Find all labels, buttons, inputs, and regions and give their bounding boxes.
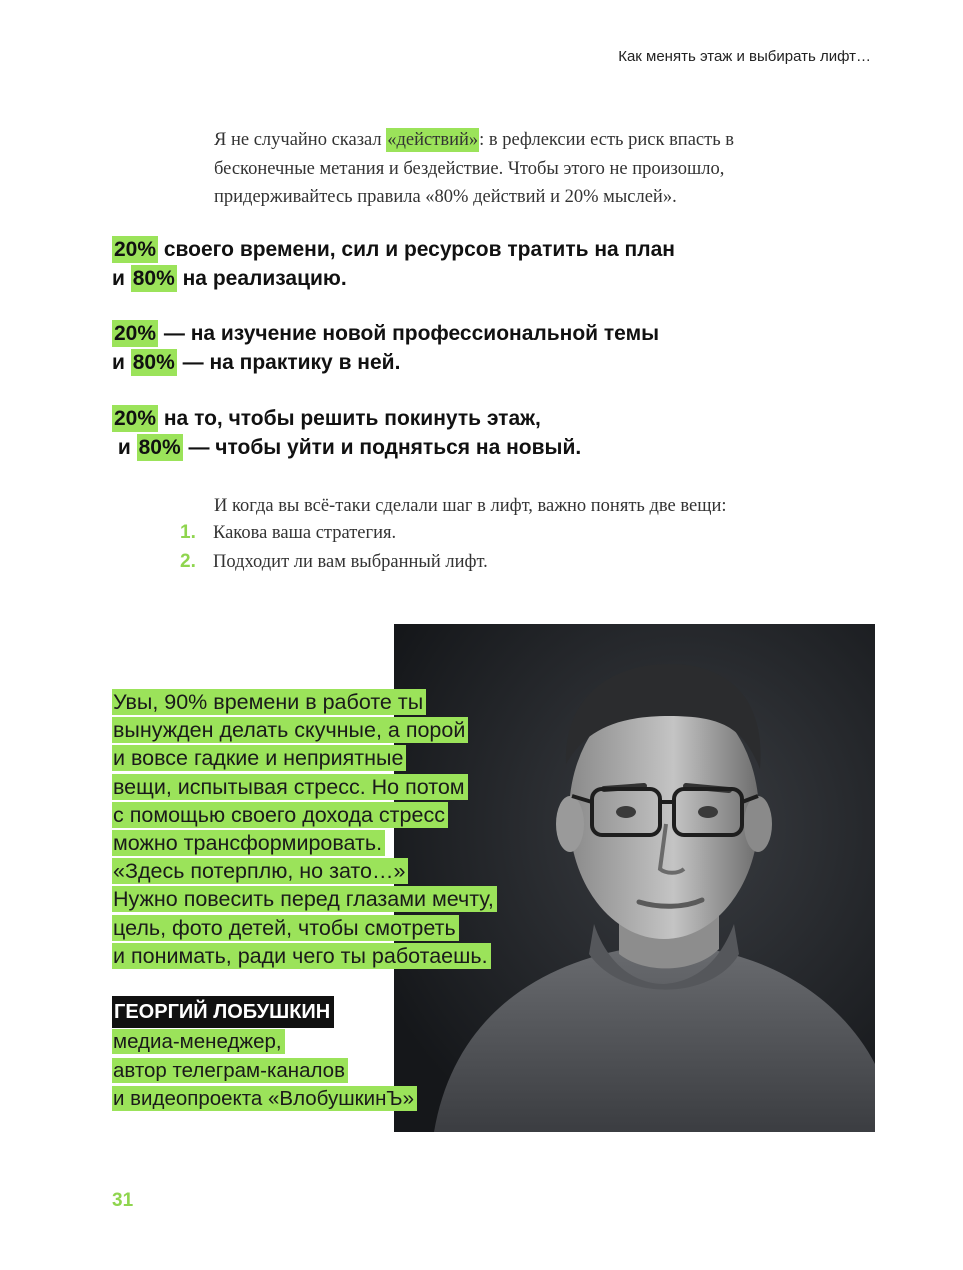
rule-conj: и — [112, 350, 131, 374]
quote-line — [112, 688, 582, 716]
quote-line — [112, 744, 582, 772]
rule-text: — чтобы уйти и подняться на новый. — [182, 435, 582, 459]
author-role-text: медиа-менеджер, — [112, 1029, 285, 1054]
rule-3 — [112, 405, 752, 462]
intro-text-after: : в рефлексии есть риск впасть в бесконечные метания и бездействие. Чтобы этого не произошло, придерживайтесь правила «80% действий и 20% мыслей». — [214, 130, 735, 207]
author-role — [112, 1028, 417, 1114]
quote-line — [112, 942, 582, 970]
running-head: Как менять этаж и выбирать лифт… — [618, 48, 871, 65]
list-number: 2. — [180, 550, 196, 572]
lift-paragraph: И когда вы всё-таки сделали шаг в лифт, важно понять две вещи: — [214, 496, 727, 516]
intro-highlight: «действий» — [387, 130, 479, 150]
quote-line-text: Нужно повесить перед глазами мечту, — [112, 886, 497, 912]
rule-text: на то, чтобы решить покинуть этаж, — [158, 407, 541, 430]
quote-block — [112, 688, 582, 970]
author-name: ГЕОРГИЙ ЛОБУШКИН — [112, 996, 334, 1028]
list-item — [180, 519, 488, 548]
quote-line-text: вынужден делать скучные, а порой — [112, 717, 468, 743]
quote-line-text: вещи, испытывая стресс. Но потом — [112, 774, 468, 800]
rule-percent: 80% — [132, 350, 175, 374]
rule-percent: 80% — [138, 435, 181, 459]
rule-percent: 80% — [132, 266, 175, 290]
rule-conj: и — [112, 435, 137, 459]
rule-text: — на изучение новой профессиональной темы — [158, 322, 660, 345]
list-text: Какова ваша стратегия. — [213, 523, 397, 543]
rule-percent: 20% — [114, 238, 157, 261]
list-item — [180, 548, 488, 577]
author-role-text: и видеопроекта «ВлобушкинЪ» — [112, 1086, 417, 1111]
list-number: 1. — [180, 522, 196, 543]
quote-line — [112, 885, 582, 913]
quote-line — [112, 857, 582, 885]
rule-percent: 20% — [114, 407, 157, 430]
quote-line — [112, 829, 582, 857]
author-role-line — [112, 1057, 417, 1086]
rule-2 — [112, 320, 752, 377]
quote-line-text: и вовсе гадкие и неприятные — [112, 745, 406, 771]
quote-line-text: с помощью своего дохода стресс — [112, 802, 448, 828]
quote-line-text: «Здесь потерплю, но зато…» — [112, 858, 408, 884]
rule-text: — на практику в ней. — [176, 350, 401, 374]
rule-text: на реализацию. — [176, 266, 347, 290]
quote-line-text: можно трансформировать. — [112, 830, 385, 856]
intro-paragraph — [214, 126, 824, 212]
numbered-list — [180, 519, 488, 576]
quote-line — [112, 914, 582, 942]
rule-text: своего времени, сил и ресурсов тратить на план — [158, 238, 675, 261]
author-role-text: автор телеграм-каналов — [112, 1058, 348, 1083]
author-role-line — [112, 1028, 417, 1057]
quote-line — [112, 773, 582, 801]
page-number: 31 — [112, 1190, 134, 1211]
quote-line-text: Увы, 90% времени в работе ты — [112, 689, 426, 715]
quote-line-text: цель, фото детей, чтобы смотреть — [112, 915, 459, 941]
author-block — [112, 996, 417, 1114]
quote-line — [112, 716, 582, 744]
rule-percent: 20% — [114, 322, 157, 345]
author-role-line — [112, 1085, 417, 1114]
rule-1 — [112, 236, 752, 293]
rule-conj: и — [112, 266, 131, 290]
list-text: Подходит ли вам выбранный лифт. — [213, 551, 488, 572]
quote-line — [112, 801, 582, 829]
intro-text-before: Я не случайно сказал — [214, 130, 387, 150]
quote-line-text: и понимать, ради чего ты работаешь. — [112, 943, 491, 969]
